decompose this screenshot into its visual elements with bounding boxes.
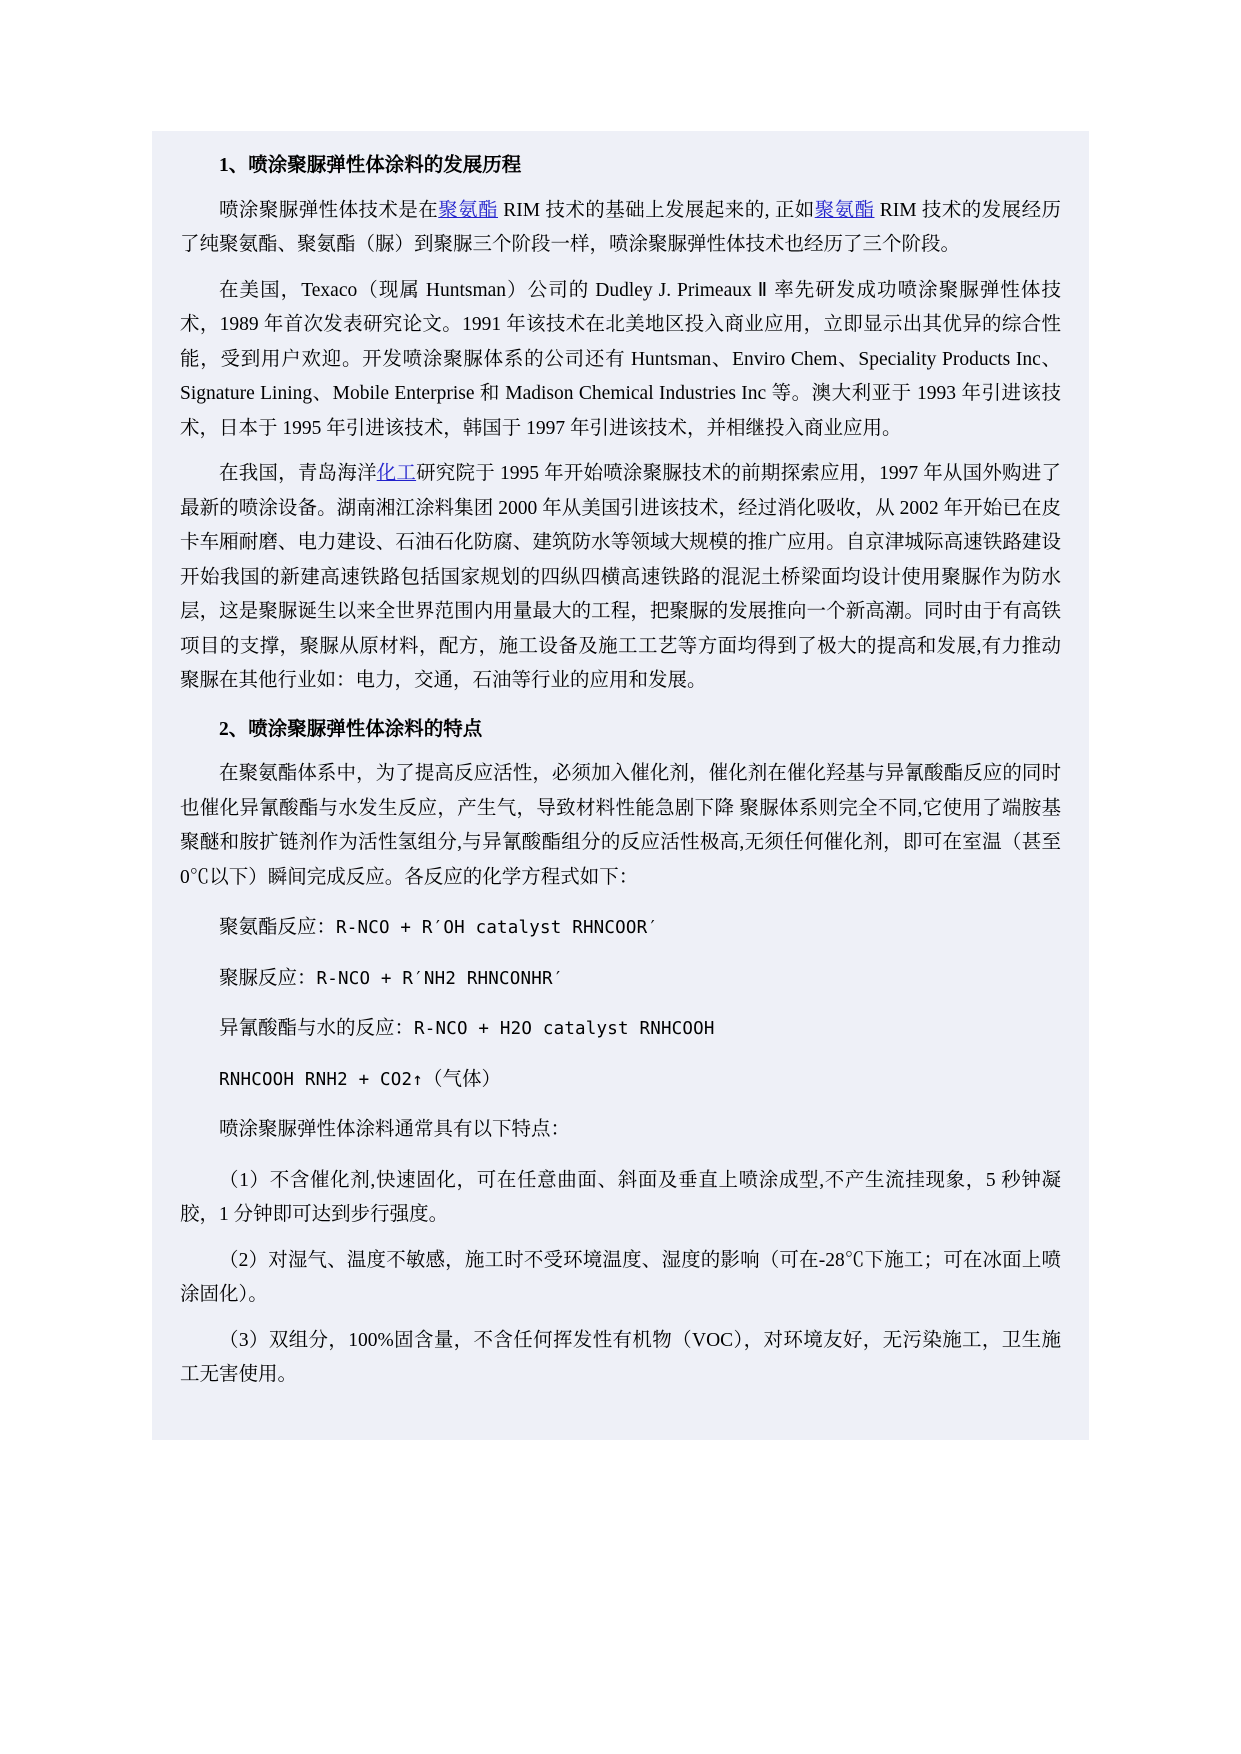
paragraph-4: 在聚氨酯体系中，为了提高反应活性，必须加入催化剂，催化剂在催化羟基与异氰酸酯反应的同时也催化异氰酸酯与水发生反应，产生气，导致材料性能急剧下降 聚脲体系则完全不同,它使用了端胺基聚醚和胺扩链剂作为活性氢组分,与异氰酸酯组分的反应活性极高,无须任何催化剂，即可在室温（甚至 0℃以下）瞬间完成反应。各反应的化学方程式如下： — [180, 763, 1061, 888]
feature-item-1: （1）不含催化剂,快速固化，可在任意曲面、斜面及垂直上喷涂成型,不产生流挂现象，5 秒钟凝胶，1 分钟即可达到步行强度。 — [180, 1169, 1061, 1225]
equation-1 — [180, 911, 1061, 946]
para-3-text-a: 在我国，青岛海洋 — [219, 463, 377, 484]
paragraph-1 — [180, 194, 1061, 263]
para-3-text-b: 研究院于 1995 年开始喷涂聚脲技术的前期探索应用，1997 年从国外购进了最新的喷涂设备。湖南湘江涂料集团 2000 年从美国引进该技术，经过消化吸收，从 2002 年开始已在皮卡车厢耐磨、电力建设、石油石化防腐、建筑防水等领域大规模的推广应用。自京津城际高速铁路建设开始我国的新建高速铁路包括国家规划的四纵四横高速铁路的混泥土桥梁面均设计使用聚脲作为防水层，这是聚脲诞生以来全世界范围内用量最大的工程，把聚脲的发展推向一个新高潮。同时由于有高铁项目的支撑，聚脲从原材料，配方，施工设备及施工工艺等方面均得到了极大的提高和发展,有力推动聚脲在其他行业如：电力，交通，石油等行业的应用和发展。 — [180, 463, 1061, 691]
para-1-text-c: RIM 技术的发展经历了纯聚氨酯、聚氨酯（脲）到聚脲三个阶段一样，喷涂聚脲弹性体技术也经历了三个阶段。 — [180, 199, 1061, 255]
para-1-text-b: RIM 技术的基础上发展起来的, 正如 — [498, 199, 815, 221]
section-1-heading — [180, 149, 1061, 184]
section-1-heading-text: 1、喷涂聚脲弹性体涂料的发展历程 — [219, 155, 522, 176]
paragraph-5: 喷涂聚脲弹性体涂料通常具有以下特点： — [219, 1119, 571, 1140]
equation-3-formula: R-NCO + H2O catalyst RNHCOOH — [414, 1019, 715, 1039]
link-chemical-industry[interactable]: 化工 — [376, 463, 417, 484]
equation-2 — [180, 962, 1061, 997]
section-2-heading: 2、喷涂聚脲弹性体涂料的特点 — [219, 718, 483, 740]
equation-2-label: 聚脲反应： — [219, 967, 317, 989]
feature-item-3: （3）双组分，100%固含量，不含任何挥发性有机物（VOC），对环境友好，无污染施工，卫生施工无害使用。 — [180, 1329, 1061, 1385]
equation-3 — [180, 1012, 1061, 1047]
feature-item-2: （2）对湿气、温度不敏感，施工时不受环境温度、湿度的影响（可在-28℃下施工；可在冰面上喷涂固化）。 — [180, 1249, 1061, 1305]
para-1-text-a: 喷涂聚脲弹性体技术是在 — [219, 199, 439, 221]
paragraph-2: 在美国，Texaco（现属 Huntsman）公司的 Dudley J. Primeaux Ⅱ 率先研发成功喷涂聚脲弹性体技术，1989 年首次发表研究论文。1991 年该技术在北美地区投入商业应用，立即显示出其优异的综合性能，受到用户欢迎。开发喷涂聚脲体系的公司还有 Huntsman、Enviro Chem、Speciality Products Inc、Signature Lining、Mobile Enterprise 和 Madison Chemical Industries Inc 等。澳大利亚于 1993 年引进该技术，日本于 1995 年引进该技术，韩国于 1997 年引进该技术，并相继投入商业应用。 — [180, 279, 1061, 439]
link-polyurethane-2[interactable]: 聚氨酯 — [814, 199, 875, 221]
link-polyurethane-1[interactable]: 聚氨酯 — [438, 199, 498, 221]
equation-2-formula: R-NCO + R′NH2 RHNCONHR′ — [316, 968, 564, 989]
paragraph-3 — [180, 457, 1061, 699]
equation-4 — [180, 1063, 1061, 1098]
document-body — [152, 131, 1089, 1440]
equation-4-suffix: （气体） — [422, 1068, 501, 1090]
equation-1-label: 聚氨酯反应： — [219, 917, 337, 938]
equation-3-label: 异氰酸酯与水的反应： — [219, 1018, 415, 1039]
equation-4-formula: RNHCOOH RNH2 + CO2↑ — [219, 1069, 423, 1090]
equation-1-formula: R-NCO + R′OH catalyst RHNCOOR′ — [336, 918, 659, 938]
